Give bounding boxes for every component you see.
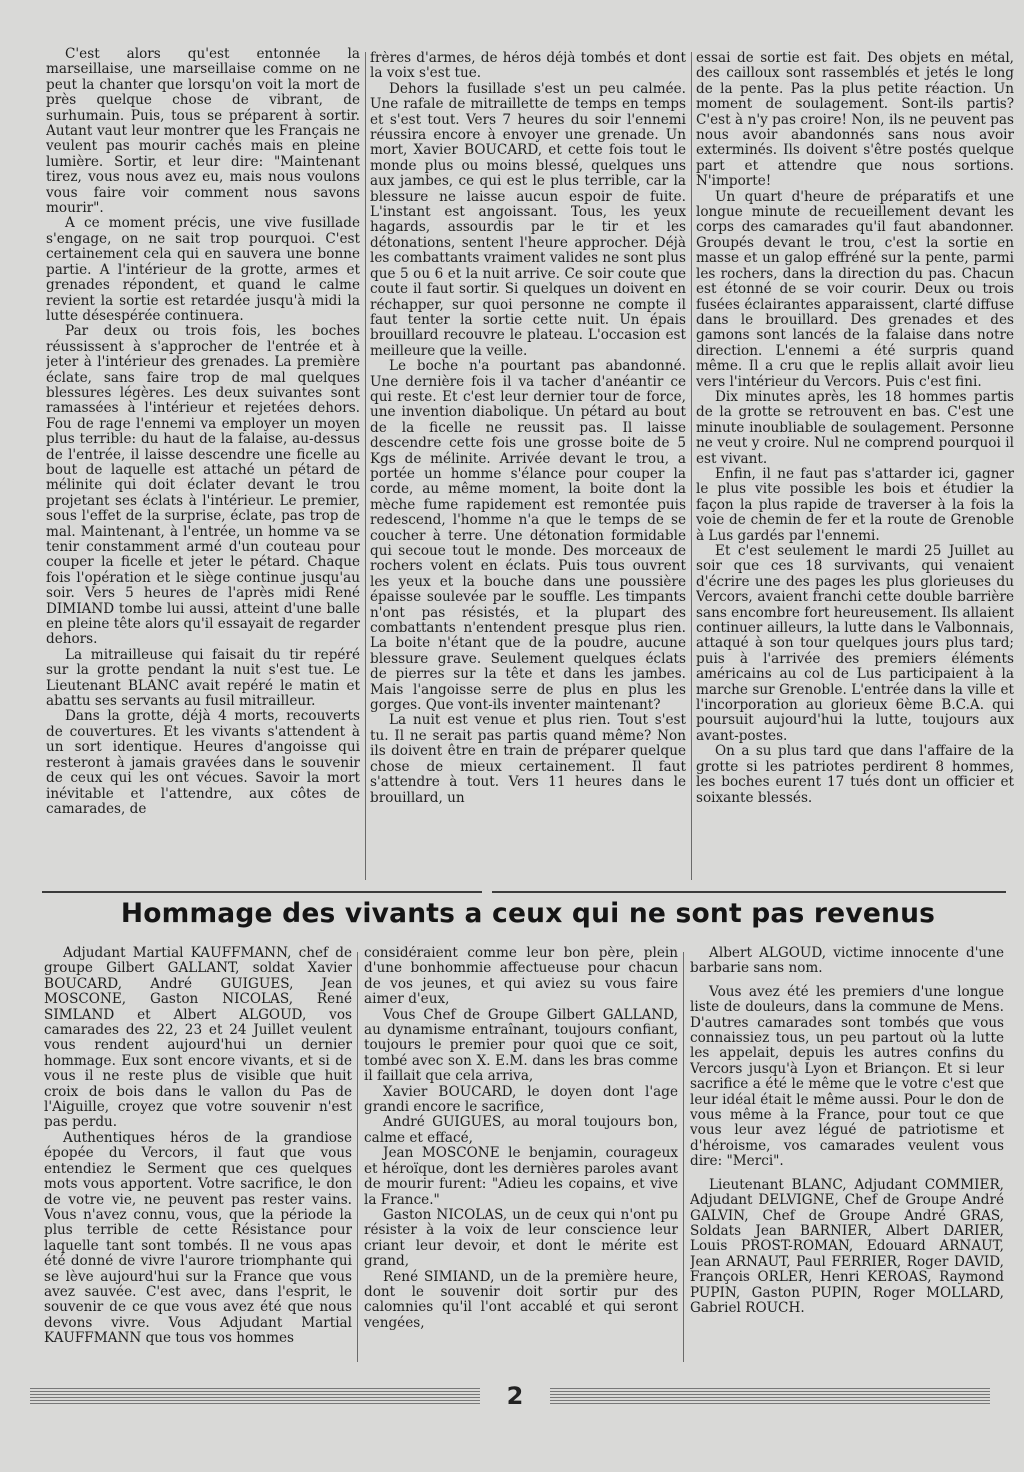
tribute-column-3 [690, 946, 1004, 1371]
footer-ornament [30, 1388, 480, 1404]
paragraph: La nuit est venue et plus rien. Tout s'est tu. Il ne serait pas partis quand même? Non ils doivent être en train de préparer quelque chose de mieux certainement. Il faut s'attendre à tout. Vers 11 heures dans le brouillard, un [370, 712, 686, 806]
section-divider [42, 891, 482, 893]
article-column-2 [370, 51, 686, 881]
column-divider [365, 52, 366, 880]
paragraph: Adjudant Martial KAUFFMANN, chef de groupe Gilbert GALLANT, soldat Xavier BOUCARD, André GUIGUES, Jean MOSCONE, Gaston NICOLAS, René SIMLAND et Albert ALGOUD, vos camarades des 22, 23 et 24 Juillet veulent vous rendent aujourd'hui un dernier hommage. Eux sont encore vivants, et si de vous il ne reste plus de visible que huit croix de bois dans le vallon du Pas de l'Aiguille, croyez que votre souvenir n'est pas perdu. [44, 946, 352, 1131]
paragraph: Gaston NICOLAS, un de ceux qui n'ont pu résister à la voix de leur conscience leur criant leur devoir, et dont le mérite est grand, [364, 1206, 678, 1270]
paragraph: Dans la grotte, déjà 4 morts, recouverts de couvertures. Et les vivants s'attendent à un sort identique. Heures d'angoisse qui resteront à jamais gravées dans le souvenir de ceux qui les ont vécues. Savoir la mort inévitable et l'attendre, aux côtes de camarades, de [46, 708, 360, 817]
paragraph: La mitrailleuse qui faisait du tir repéré sur la grotte pendant la nuit s'est tue. Le Lieutenant BLANC avait repéré le matin et abattu ses servants au fusil mitrailleur. [46, 646, 360, 710]
paragraph: considéraient comme leur bon père, plein d'une bonhommie affectueuse pour chacun de vos jeunes, et qui aviez su vous faire aimer d'eux, [364, 946, 678, 1008]
paragraph: Lieutenant BLANC, Adjudant COMMIER, Adjudant DELVIGNE, Chef de Groupe André GALVIN, Chef de Groupe André GRAS, Soldats Jean BARNIER, Albert DARIER, Louis PROST-ROMAN, Edouard ARNAUT, Jean ARNAUT, Paul FERRIER, Roger DAVID, François ORLER, Henri KEROAS, Raymond PUPIN, Gaston PUPIN, Roger MOLLARD, Gabriel ROUCH. [690, 1176, 1004, 1316]
article-column-3 [696, 51, 1014, 881]
paragraph: Par deux ou trois fois, les boches réussissent à s'approcher de l'entrée et à jeter à l'intérieur des grenades. La première éclate, sans faire trop de mal quelques blessures légères. Les deux suivantes sont ramassées à l'intérieur et rejetées dehors. Fou de rage l'ennemi va employer un moyen plus terrible: du haut de la falaise, au-dessus de l'entrée, il laisse descendre une ficelle au bout de laquelle est attaché un pétard de mélinite qui doit éclater devant le trou projetant ses éclats à l'intérieur. Le premier, sous l'effet de la surprise, éclate, pas trop de mal. Maintenant, à l'entrée, un homme va se tenir constamment armé d'un couteau pour couper la ficelle et jeter le pétard. Chaque fois l'opération et le siège continue jusqu'au soir. Vers 5 heures de l'après midi René DIMIAND tombe lui aussi, atteint d'une balle en pleine tête alors qu'il essayait de regarder dehors. [46, 323, 360, 648]
column-divider [683, 952, 684, 1362]
paragraph: Un quart d'heure de préparatifs et une longue minute de recueillement devant les corps des camarades qu'il faut abandonner. Groupés devant le trou, c'est la sortie en masse et un galop effréné sur la pente, parmi les rochers, dans la direction du pas. Chacun est étonné de se voir courir. Deux ou trois fusées éclairantes apparaissent, clarté diffuse dans le brouillard. Des grenades et des gamons sont lancés de la falaise dans notre direction. L'ennemi a été surpris quand même. Il a cru que le replis allait avoir lieu vers l'intérieur du Vercors. Puis c'est fini. [696, 188, 1014, 390]
paragraph: On a su plus tard que dans l'affaire de la grotte si les patriotes perdirent 8 hommes, les boches eurent 17 tués dont un officier et soixante blessés. [696, 743, 1014, 806]
paragraph: Xavier BOUCARD, le doyen dont l'age grandi encore le sacrifice, [364, 1083, 678, 1116]
column-divider [691, 52, 692, 880]
paragraph: Et c'est seulement le mardi 25 Juillet au soir que ces 18 survivants, qui venaient d'écrire une des pages les plus glorieuses du Vercors, avaient franchi cette double barrière sans encombre fort heureusement. Ils allaient continuer ailleurs, la lutte dans le Valbonnais, attaqué à son tour quelques jours plus tard; puis à l'arrivée des premiers éléments américains au col de Lus participaient à la marche sur Grenoble. L'entrée dans la ville et l'incorporation au glorieux 6ème B.C.A. qui poursuit aujourd'hui la lutte, toujours aux avant-postes. [696, 543, 1014, 744]
paragraph: Authentiques héros de la grandiose épopée du Vercors, il faut que vous entendiez le Serment que ces quelques mots vous apportent. Votre sacrifice, le don de votre vie, ne peuvent pas rester vains. Vous n'avez connu, vous, que la période la plus terrible de cette Résistance pour laquelle tant sont tombés. Il ne vous apas été donné de vivre l'aurore triomphante qui se lève aujourd'hui sur la France que vous avez sauvée. C'est avec, dans l'esprit, le souvenir de ce que vous avez été que nous devons vivre. Vous Adjudant Martial KAUFFMANN que tous vos hommes [44, 1129, 352, 1347]
paragraph: André GUIGUES, au moral toujours bon, calme et effacé, [364, 1114, 678, 1146]
paragraph: A ce moment précis, une vive fusillade s'engage, on ne sait trop pourquoi. C'est certainement cela qui en sauvera une bonne partie. A l'intérieur de la grotte, armes et grenades répondent, et quand le calme revient la sortie est retardée jusqu'à midi la lutte désespérée continuera. [46, 215, 360, 324]
paragraph: René SIMIAND, un de la première heure, dont le souvenir doit sortir pur des calomnies qu'il l'ont accablé et qui seront vengées, [364, 1268, 678, 1331]
section-divider [492, 891, 1006, 893]
paragraph: essai de sortie est fait. Des objets en métal, des cailloux sont rassemblés et jetés le long de la pente. Pas la plus petite réaction. Un moment de soulagement. Sont-ils partis? C'est à n'y pas croire! Non, ils ne peuvent pas nous avoir abandonnés sans nous avoir exterminés. Ils doivent s'être postés quelque part et attendre que nous sortions. N'importe! [696, 51, 1014, 190]
paragraph: Vous Chef de Groupe Gilbert GALLAND, au dynamisme entraînant, toujours confiant, toujours le premier pour quoi que ce soit, tombé avec son X. E.M. dans les bras comme il faillait que cela arriva, [364, 1006, 678, 1085]
tribute-column-2 [364, 946, 678, 1366]
tribute-column-1 [44, 946, 352, 1366]
column-divider [357, 952, 358, 1362]
paragraph: Dehors la fusillade s'est un peu calmée. Une rafale de mitraillette de temps en temps et s'est tout. Vers 7 heures du soir l'ennemi réussira encore à envoyer une grenade. Un mort, Xavier BOUCARD, et cette fois tout le monde plus ou moins blessé, quelques uns aux jambes, ce qui est le plus terrible, car la blessure ne laisse aucun espoir de fuite. L'instant est angoissant. Tous, les yeux hagards, assourdis par le tir et les détonations, sentent l'heure approcher. Déjà les combattants vraiment valides ne sont plus que 5 ou 6 et la nuit arrive. Ce soir coute que coute il faut sortir. Si quelques un doivent en réchapper, sur quoi personne ne compte il faut tenter la sortie cette nuit. Un épais brouillard recouvre le plateau. L'occasion est meilleure que la veille. [370, 80, 686, 359]
article-headline: Hommage des vivants a ceux qui ne sont pas revenus [120, 898, 936, 929]
paragraph: C'est alors qu'est entonnée la marseillaise, une marseillaise comme on ne peut la chanter que lorsqu'on voit la mort de près quelque chose de vibrant, de surhumain. Puis, tous se préparent à sortir. Autant vaut leur montrer que les Français ne veulent pas mourir cachés mais en pleine lumière. Sortir, et leur dire: "Maintenant tirez, vous nous avez eu, mais nous voulons vous faire voir comment nous savons mourir". [46, 47, 360, 217]
paragraph: Le boche n'a pourtant pas abandonné. Une dernière fois il va tacher d'anéantir ce qui reste. Et c'est leur dernier tour de force, une invention diabolique. Un pétard au bout de la ficelle ne reussit pas. Il laisse descendre cette fois une grosse boite de 5 Kgs de mélinite. Arrivée devant le trou, a portée un homme s'élance pour couper la corde, au même moment, la boite dont la mèche fume rapidement est remontée puis redescend, l'homme n'a que le temps de se coucher à terre. Une détonation formidable qui secoue tout le monde. Des morceaux de rochers volent en éclats. Puis tous ouvrent les yeux et la bouche dans une poussière épaisse soulevée par le souffle. Les timpants n'ont pas résistés, et la plupart des combattants n'entendent presque plus rien. La boite n'étant que de la poudre, aucune blessure grave. Seulement quelques éclats de pierres sur la tête et dans les jambes. Mais l'angoisse serre de plus en plus les gorges. Que vont-ils inventer maintenant? [370, 358, 686, 714]
footer-ornament [550, 1388, 990, 1404]
page-number: 2 [506, 1382, 524, 1410]
article-column-1 [46, 47, 360, 877]
paragraph: Vous avez été les premiers d'une longue liste de douleurs, dans la commune de Mens. D'autres camarades sont tombés que vous connaissiez tous, un peu partout où la lutte les appelait, depuis les autres confins du Vercors jusqu'à Lyon et Briançon. Et si leur sacrifice a été le même que le votre c'est que leur idéal était le même aussi. Pour le don de vous même à la France, pour tout ce que vous leur avez légué de patriotisme et d'héroisme, vos camarades veulent vous dire: "Merci". [690, 983, 1004, 1170]
paragraph: Dix minutes après, les 18 hommes partis de la grotte se retrouvent en bas. C'est une minute inoubliable de soulagement. Personne ne veut y croire. Nul ne comprend pourquoi il est vivant. [696, 388, 1014, 467]
paragraph: Enfin, il ne faut pas s'attarder ici, gagner le plus vite possible les bois et étudier la façon la plus rapide de traverser à la fois la voie de chemin de fer et la route de Grenoble à Lus gardés par l'ennemi. [696, 465, 1014, 544]
paragraph: Jean MOSCONE le benjamin, courageux et héroïque, dont les dernières paroles avant de mourir furent: "Adieu les copains, et vive la France." [364, 1145, 678, 1208]
paragraph: Albert ALGOUD, victime innocente d'une barbarie sans nom. [690, 946, 1004, 977]
paragraph: frères d'armes, de héros déjà tombés et dont la voix s'est tue. [370, 51, 686, 82]
